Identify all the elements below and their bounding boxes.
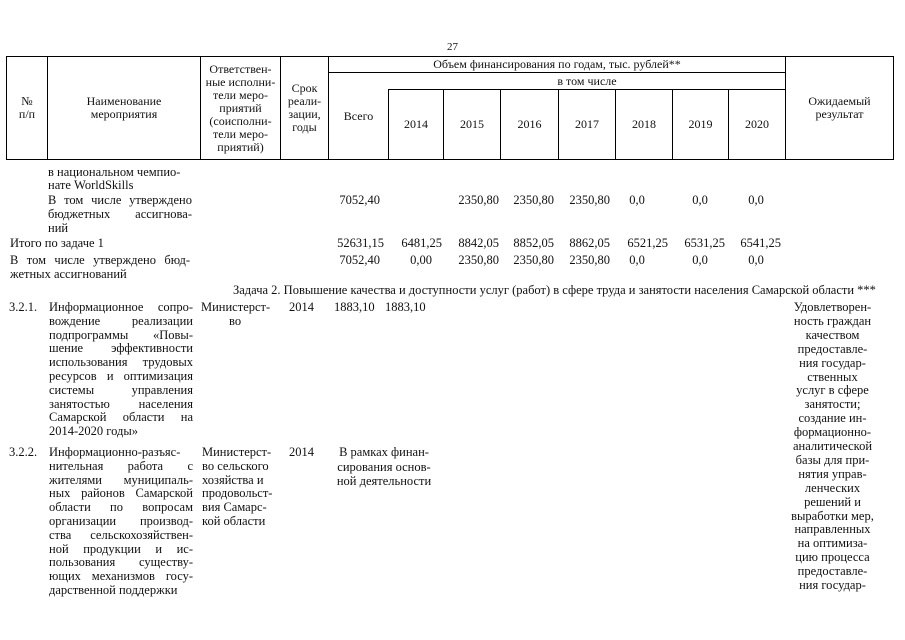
itogo-2018-value: 6521,25: [627, 236, 668, 250]
text-line: аналитической: [792, 439, 873, 453]
text-line: направленных: [794, 522, 871, 537]
itogo-approved-total-value: 7052,40: [339, 253, 380, 267]
header-year-2014: 2014: [404, 117, 428, 131]
itogo-approved-2016-value: 2350,80: [513, 253, 554, 267]
itogo-approved-label: жетных ассигнований: [10, 267, 127, 281]
row-term: 2014: [289, 445, 314, 459]
text-line: подпрограммы «Повы-: [49, 327, 193, 342]
text-line: ственных: [807, 369, 858, 384]
header-year-2019: 2019: [688, 117, 713, 131]
itogo-approved-2018-value: 0,0: [629, 253, 645, 267]
task2-heading: Задача 2. Повышение качества и доступности услуг (работ) в сфере труда и занятости населения Самарской области ***: [233, 283, 876, 297]
text-line: хозяйства и: [202, 472, 264, 487]
cont-approved-label: бюджетных ассигнова-: [48, 207, 192, 221]
row-term: 2014: [289, 300, 314, 314]
text-line: решений и: [804, 494, 861, 509]
header-num: № п/п: [18, 94, 36, 121]
itogo-approved-2017-value: 2350,80: [569, 253, 610, 267]
text-line: создание ин-: [798, 411, 867, 426]
cont-2016-value: 2350,80: [513, 193, 554, 207]
text-line: ной деятельности: [336, 474, 432, 488]
text-line: Удовлетворен-: [793, 300, 872, 314]
text-line: ства сельскохозяйствен-: [49, 527, 193, 542]
header-year-2020: 2020: [745, 117, 769, 131]
text-line: пользования существу-: [49, 555, 193, 570]
text-line: выработки мер,: [791, 508, 874, 523]
cont-2018-value: 0,0: [629, 193, 645, 207]
itogo-total-value: 52631,15: [337, 236, 384, 250]
itogo-2014-value: 6481,25: [401, 236, 442, 250]
cont-approved-label: ний: [48, 221, 69, 235]
header-total: Всего: [343, 108, 374, 123]
text-line: ность граждан: [793, 313, 872, 328]
row-2014: 1883,10: [385, 300, 426, 314]
text-line: ресурсов и оптимизация: [49, 369, 193, 383]
text-line: системы управления: [49, 382, 193, 397]
header-incl: в том числе: [557, 73, 617, 88]
text-line: вождение реализации: [49, 313, 193, 328]
text-line: Министерст-: [202, 445, 272, 459]
itogo-2015-value: 8842,05: [458, 236, 499, 250]
cont-total-value: 7052,40: [339, 193, 380, 207]
itogo-approved-2019-value: 0,0: [692, 253, 708, 267]
itogo-2016-value: 8852,05: [513, 236, 554, 250]
cont-approved-label: В том числе утверждено: [48, 193, 192, 207]
itogo-approved-label: В том числе утверждено бюд-: [10, 253, 190, 267]
cont-2017-value: 2350,80: [569, 193, 610, 207]
text-line: на оптимиза-: [797, 536, 868, 551]
text-line: во сельского: [202, 458, 269, 473]
text-line: ленческих: [804, 480, 861, 495]
cont-2020-value: 0,0: [748, 193, 764, 207]
text-line: Самарской области на: [49, 410, 193, 425]
header-term: Срок реали- зации, годы: [287, 81, 322, 134]
itogo-label: Итого по задаче 1: [10, 236, 104, 250]
header-funding: Объем финансирования по годам, тыс. рублей**: [433, 57, 681, 71]
cont-2015-value: 2350,80: [458, 193, 499, 207]
text-line: кой области: [202, 514, 266, 528]
text-line: занятостью населения: [49, 396, 193, 411]
itogo-approved-2020-value: 0,0: [748, 253, 764, 267]
itogo-approved-2015-value: 2350,80: [458, 253, 499, 267]
text-line: сирования основ-: [337, 459, 431, 474]
text-line: ных районов Самарской: [49, 486, 193, 501]
text-line: ния государ-: [799, 578, 866, 592]
row-responsible: Министерст-: [201, 300, 271, 314]
text-line: шение эффективности: [49, 341, 193, 356]
text-line: ния государ-: [799, 355, 866, 370]
text-line: предоставле-: [797, 564, 868, 579]
text-line: ющих механизмов госу-: [49, 569, 193, 584]
header-result: Ожидаемый результат: [808, 94, 871, 121]
text-line: формационно-: [793, 425, 872, 440]
row-number: 3.2.1.: [9, 300, 38, 314]
text-line: В рамках финан-: [339, 445, 429, 459]
table-header: [6, 56, 894, 160]
text-line: качеством: [805, 327, 860, 342]
text-line: Информационное сопро-: [49, 300, 193, 314]
text-line: занятости;: [804, 397, 861, 412]
header-name: Наименование мероприятия: [86, 94, 162, 121]
text-line: предоставле-: [797, 341, 868, 356]
text-line: продовольст-: [202, 486, 273, 501]
text-line: базы для при-: [795, 452, 870, 467]
itogo-approved-2014-value: 0,00: [410, 253, 432, 267]
text-line: нятия управ-: [798, 466, 867, 481]
row-number: 3.2.2.: [9, 445, 38, 459]
itogo-2020-value: 6541,25: [740, 236, 781, 250]
text-line: дарственной поддержки: [49, 583, 178, 597]
text-line: вия Самарс-: [202, 500, 267, 515]
text-line: услуг в сфере: [796, 383, 869, 398]
header-year-2018: 2018: [632, 117, 656, 131]
text-line: области по вопросам: [49, 500, 193, 515]
text-line: ной продукции и ис-: [49, 541, 193, 556]
itogo-2019-value: 6531,25: [684, 236, 725, 250]
text-line: нительная работа с: [49, 458, 193, 473]
cont-2019-value: 0,0: [692, 193, 708, 207]
text-line: жителями муниципаль-: [49, 472, 193, 487]
header-year-2015: 2015: [460, 117, 484, 131]
header-year-2017: 2017: [575, 117, 599, 131]
row-responsible: во: [229, 314, 242, 328]
text-line: цию процесса: [795, 550, 870, 565]
row-total: 1883,10: [334, 300, 375, 314]
cont-text-line: в национальном чемпио-: [48, 165, 181, 179]
header-responsible: Ответствен- ные исполни- тели меро- приятий (соисполни- тели меро- приятий): [205, 61, 276, 154]
header-year-2016: 2016: [517, 117, 542, 131]
text-line: Информационно-разъяс-: [49, 445, 181, 459]
text-line: 2014-2020 годы»: [49, 424, 139, 439]
text-line: организации производ-: [49, 514, 193, 528]
page-number: 27: [447, 41, 458, 53]
itogo-2017-value: 8862,05: [569, 236, 610, 250]
cont-text-line: нате WorldSkills: [48, 178, 134, 192]
text-line: использования трудовых: [49, 355, 193, 370]
